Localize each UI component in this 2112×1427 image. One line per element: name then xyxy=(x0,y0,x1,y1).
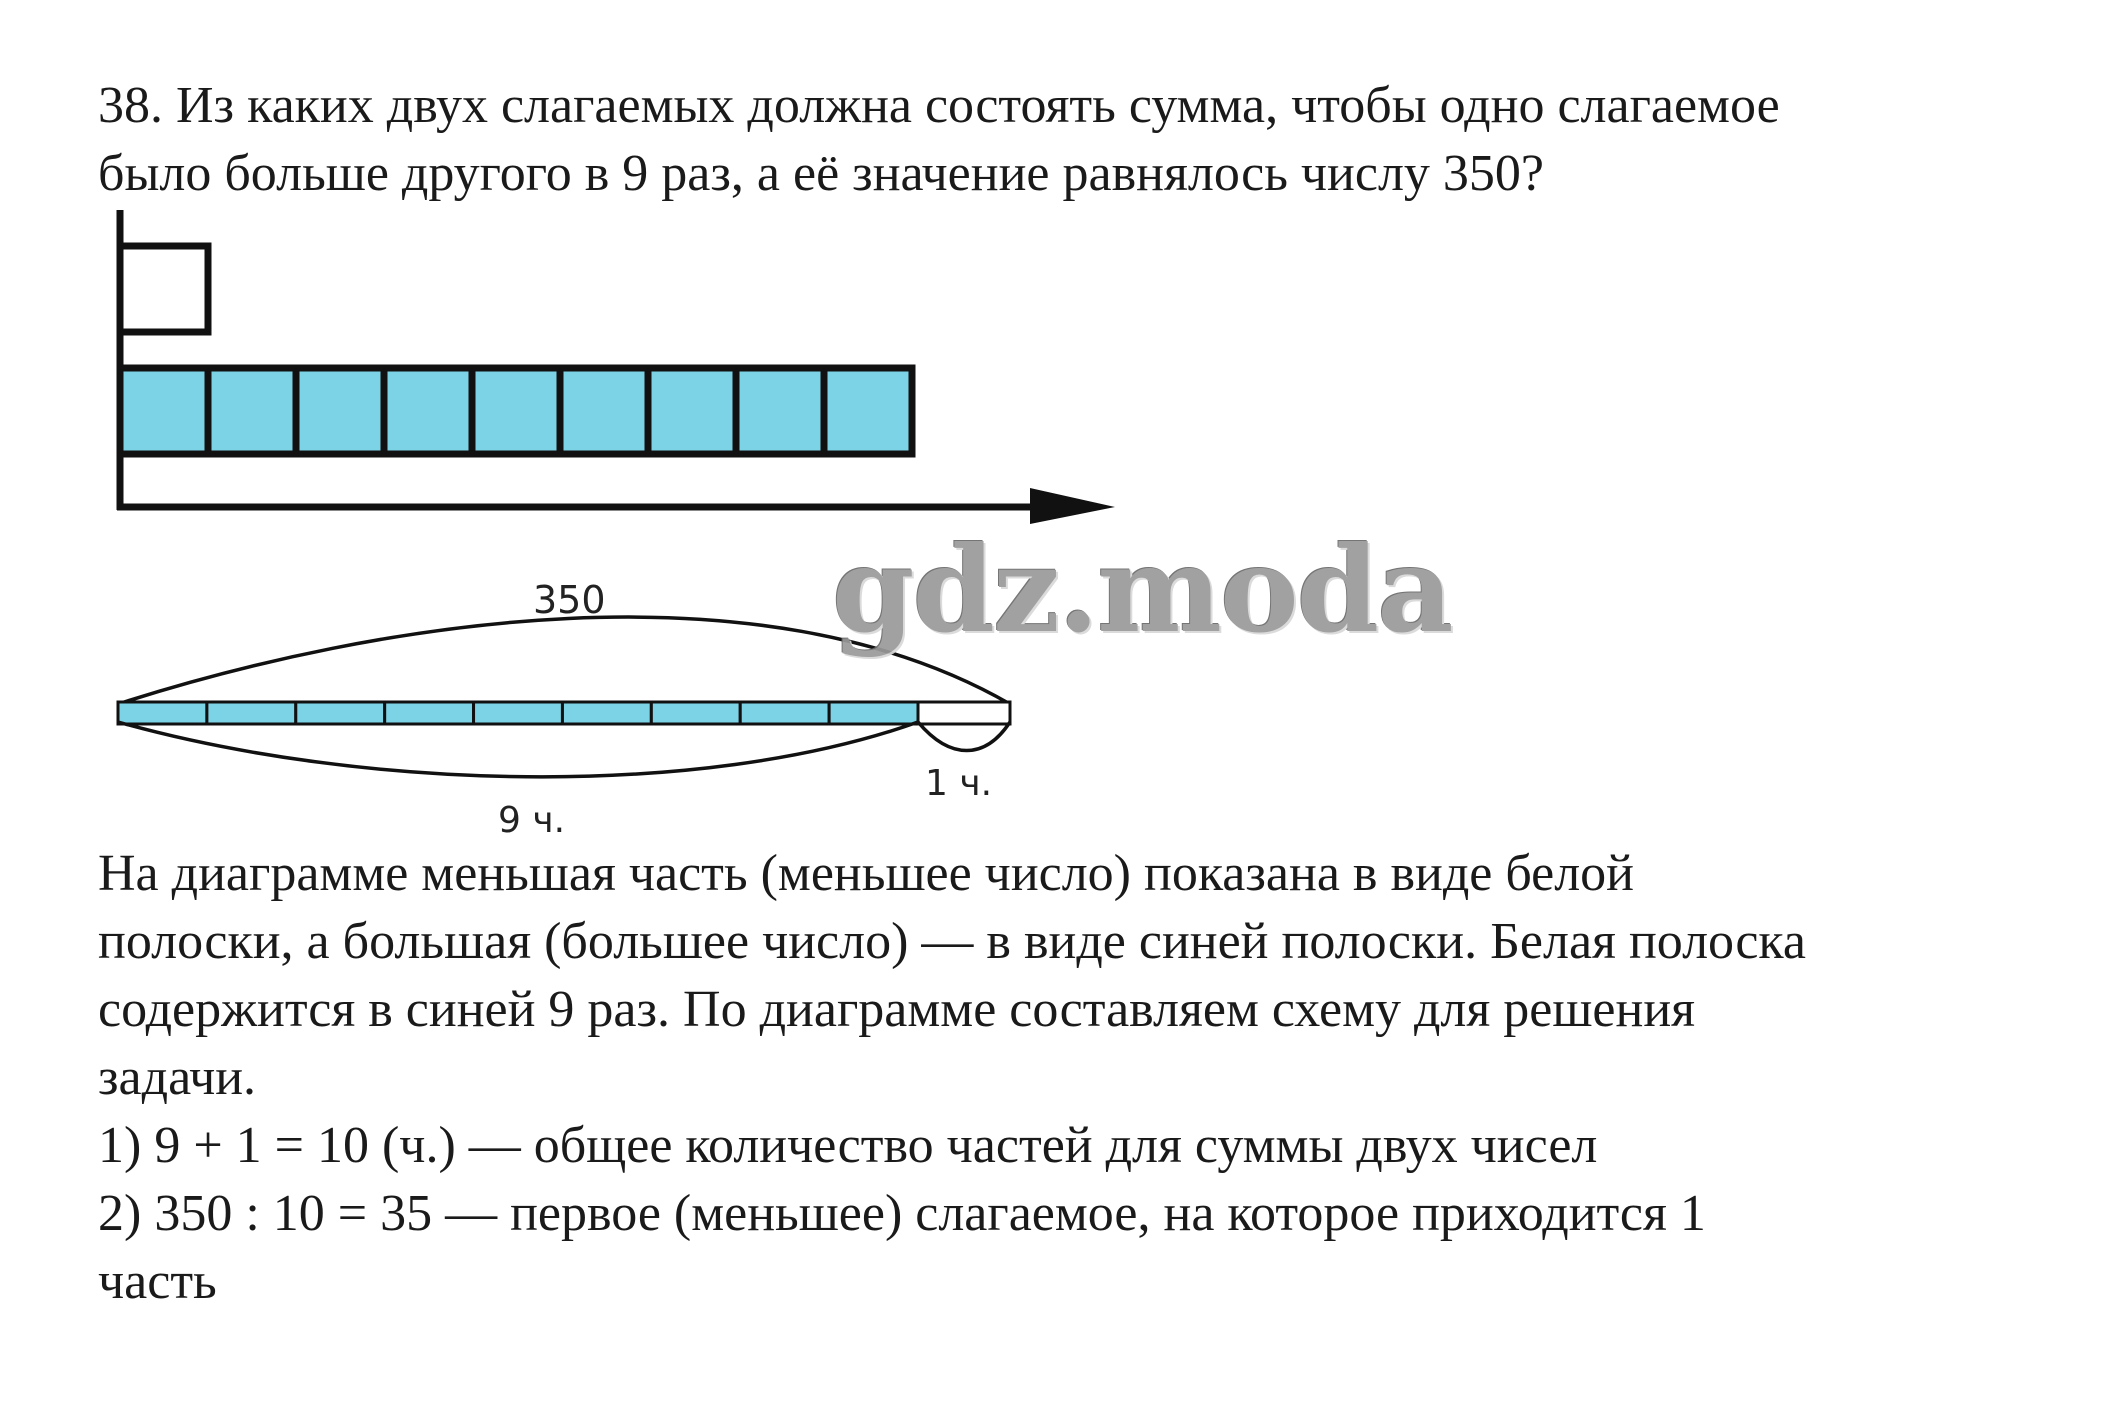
big-part-segment xyxy=(296,368,384,454)
scheme-big-segment xyxy=(474,702,563,724)
problem-line-1: 38. Из каких двух слагаемых должна состоять сумма, чтобы одно слагаемое xyxy=(98,77,1780,134)
solution-step-2: 2) 350 : 10 = 35 — первое (меньшее) слагаемое, на которое приходится 1 xyxy=(98,1185,1706,1242)
big-part-segment xyxy=(384,368,472,454)
solution-line-4: задачи. xyxy=(98,1049,257,1106)
scheme-big-segment xyxy=(562,702,651,724)
scheme-strip xyxy=(118,702,1010,724)
big-part-segment xyxy=(208,368,296,454)
solution-line-1: На диаграмме меньшая часть (меньшее число) показана в виде белой xyxy=(98,845,1635,902)
small-part-bar xyxy=(120,246,208,332)
scheme-big-segment xyxy=(740,702,829,724)
big-part-segment xyxy=(120,368,208,454)
scheme-big-segment xyxy=(207,702,296,724)
big-part-arc xyxy=(118,722,918,777)
big-part-segment xyxy=(648,368,736,454)
big-part-segment xyxy=(736,368,824,454)
big-part-segment xyxy=(824,368,912,454)
scheme-big-segment xyxy=(829,702,918,724)
big-part-segment xyxy=(472,368,560,454)
scheme-big-segment xyxy=(296,702,385,724)
scheme-big-segment xyxy=(118,702,207,724)
scheme-small-segment xyxy=(918,702,1010,724)
big-part-label: 9 ч. xyxy=(498,800,566,841)
solution-step-1: 1) 9 + 1 = 10 (ч.) — общее количество частей для суммы двух чисел xyxy=(98,1117,1598,1174)
problem-line-2: было больше другого в 9 раз, а её значение равнялось числу 350? xyxy=(98,145,1544,202)
small-part-label: 1 ч. xyxy=(925,763,993,804)
small-part-arc xyxy=(918,722,1010,751)
solution-step-2-cont: часть xyxy=(98,1253,217,1310)
big-part-segment xyxy=(560,368,648,454)
total-label: 350 xyxy=(533,578,606,622)
solution-line-3: содержится в синей 9 раз. По диаграмме составляем схему для решения xyxy=(98,981,1696,1038)
big-part-bar xyxy=(120,368,912,454)
watermark-logo: gdz.moda xyxy=(832,520,1452,659)
solution-line-2: полоски, а большая (большее число) — в виде синей полоски. Белая полоска xyxy=(98,913,1806,970)
solution-text xyxy=(98,840,2078,1316)
scheme-big-segment xyxy=(385,702,474,724)
x-axis-arrow-icon xyxy=(1030,488,1115,524)
scheme-big-segment xyxy=(651,702,740,724)
